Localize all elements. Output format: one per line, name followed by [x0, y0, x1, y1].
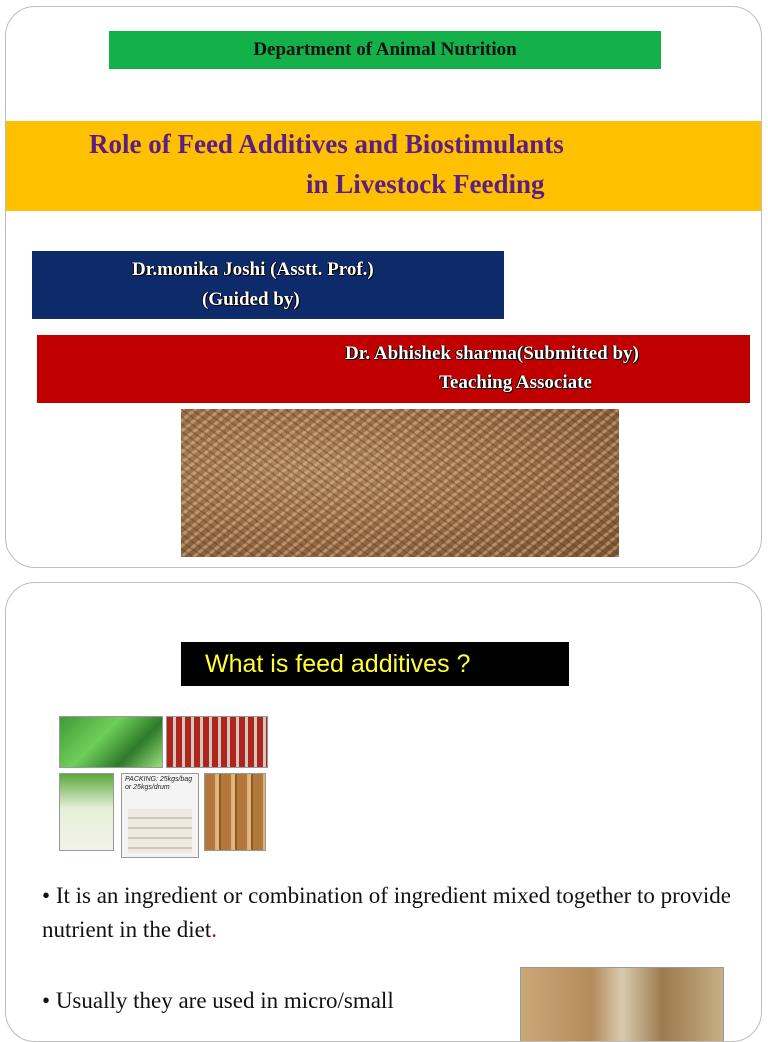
bullet-text: Usually they are used in micro/small	[55, 988, 394, 1013]
slide-heading: What is feed additives ?	[205, 649, 471, 678]
slide-heading-box	[181, 642, 569, 686]
submitter-name: Dr. Abhishek sharma(Submitted by)	[345, 343, 639, 364]
guide-banner	[32, 251, 504, 319]
guide-name: Dr.monika Joshi (Asstt. Prof.)	[132, 259, 374, 280]
grain-photo	[181, 409, 619, 557]
bullet-marker: •	[42, 883, 51, 908]
submitter-role: Teaching Associate	[439, 372, 592, 393]
bullet-definition	[42, 879, 747, 947]
department-name: Department of Animal Nutrition	[253, 39, 517, 60]
bullet-marker: •	[42, 988, 51, 1013]
product-bag-photo	[59, 773, 114, 851]
presentation-title-line2: in Livestock Feeding	[306, 169, 545, 199]
bullet-period: .	[211, 917, 218, 942]
truck-photo	[166, 716, 268, 768]
stacked-bags	[128, 809, 192, 853]
title-slide	[5, 6, 762, 568]
submitter-banner	[37, 335, 750, 403]
bullet-usage	[42, 984, 492, 1018]
green-feed-bags-photo	[59, 716, 163, 768]
bullet-text: It is an ingredient or combination of ingredient mixed together to provide nutrient in the diet	[42, 883, 731, 942]
definition-slide	[5, 582, 762, 1042]
presentation-title-line1: Role of Feed Additives and Biostimulants	[89, 129, 564, 159]
packing-label: PACKING: 25kgs/bag or 25kgs/drum	[125, 776, 193, 791]
packing-photo	[121, 773, 199, 858]
guide-role: (Guided by)	[202, 289, 300, 310]
title-banner	[5, 121, 762, 211]
sacks-photo	[520, 967, 724, 1042]
department-banner	[109, 31, 661, 69]
drums-photo	[204, 773, 266, 851]
